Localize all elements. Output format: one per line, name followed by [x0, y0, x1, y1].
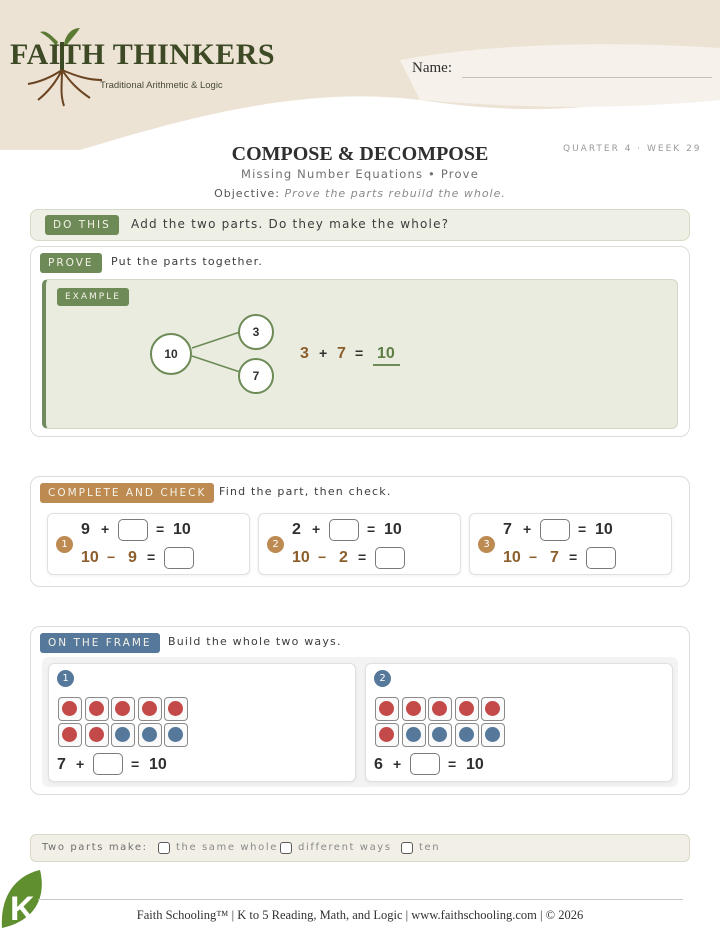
bond-whole-circle: 10	[150, 333, 192, 375]
objective	[0, 187, 720, 200]
blue-counter	[168, 727, 183, 742]
option-ten: ten	[419, 842, 441, 853]
example-equals: =	[355, 345, 364, 361]
ten-frame-cell	[455, 697, 479, 721]
red-counter	[485, 701, 500, 716]
red-counter	[379, 701, 394, 716]
checkbox-same-whole[interactable]	[158, 842, 170, 854]
do-this-text: Add the two parts. Do they make the whole?	[131, 217, 450, 231]
card-bottom-equals: =	[569, 549, 578, 565]
ten-frame-card	[48, 663, 356, 782]
summary-label: Two parts make:	[42, 842, 148, 853]
example-answer: 10	[377, 345, 395, 362]
frame-number-badge: 2	[374, 670, 391, 687]
card-top-part: 9	[81, 521, 90, 538]
card-top-equals: =	[578, 521, 587, 537]
card-number-badge: 2	[267, 536, 284, 553]
red-counter	[432, 701, 447, 716]
check-answer-box[interactable]	[375, 547, 405, 569]
svg-text:K: K	[10, 890, 35, 928]
card-bottom-minus: −	[318, 549, 327, 565]
blue-counter	[142, 727, 157, 742]
frame-part: 6	[374, 756, 383, 773]
red-counter	[379, 727, 394, 742]
on-frame-text: Build the whole two ways.	[168, 635, 342, 648]
ten-frame-cell	[58, 723, 82, 747]
card-bottom-part: 7	[550, 549, 559, 566]
name-label: Name:	[412, 60, 452, 76]
missing-part-box[interactable]	[540, 519, 570, 541]
frame-plus: +	[393, 756, 402, 772]
ten-frame-cell	[375, 697, 399, 721]
blue-counter	[406, 727, 421, 742]
ten-frame-cell	[455, 723, 479, 747]
card-number-badge: 3	[478, 536, 495, 553]
footer-divider	[38, 899, 683, 900]
check-card	[469, 513, 672, 575]
name-write-line[interactable]	[462, 77, 712, 78]
on-frame-tag: ON THE FRAME	[40, 633, 160, 653]
check-card	[47, 513, 250, 575]
check-answer-box[interactable]	[164, 547, 194, 569]
bond-part-a-circle: 3	[238, 314, 274, 350]
card-top-part: 2	[292, 521, 301, 538]
frame-equals: =	[448, 756, 457, 772]
brand-title: FAITH THINKERS	[10, 38, 276, 71]
card-bottom-part: 9	[128, 549, 137, 566]
ten-frame-cell	[164, 697, 188, 721]
card-bottom-equals: =	[147, 549, 156, 565]
frame-whole: 10	[466, 756, 484, 773]
red-counter	[89, 701, 104, 716]
ten-frame-cell	[402, 697, 426, 721]
card-bottom-minus: −	[107, 549, 116, 565]
ten-frame-cell	[138, 723, 162, 747]
bond-part-b-circle: 7	[238, 358, 274, 394]
frame-whole: 10	[149, 756, 167, 773]
checkbox-ten[interactable]	[401, 842, 413, 854]
ten-frame-cell	[428, 723, 452, 747]
card-top-part: 7	[503, 521, 512, 538]
card-top-plus: +	[523, 521, 532, 537]
red-counter	[406, 701, 421, 716]
red-counter	[89, 727, 104, 742]
ten-frame-cell	[428, 697, 452, 721]
frame-part: 7	[57, 756, 66, 773]
option-same-whole: the same whole	[176, 842, 278, 853]
missing-part-box[interactable]	[118, 519, 148, 541]
example-plus: +	[319, 345, 328, 361]
card-bottom-whole: 10	[503, 549, 521, 566]
brand-tagline: Traditional Arithmetic & Logic	[100, 80, 223, 91]
frame-missing-box[interactable]	[93, 753, 123, 775]
complete-check-tag: COMPLETE AND CHECK	[40, 483, 214, 503]
frame-equals: =	[131, 756, 140, 772]
worksheet-title: COMPOSE & DECOMPOSE	[231, 143, 489, 165]
example-tag: EXAMPLE	[57, 288, 129, 306]
card-top-plus: +	[312, 521, 321, 537]
worksheet-subtitle: Missing Number Equations • Prove	[241, 167, 479, 181]
blue-counter	[432, 727, 447, 742]
ten-frame-cell	[111, 697, 135, 721]
red-counter	[459, 701, 474, 716]
check-card	[258, 513, 461, 575]
ten-frame-cell	[58, 697, 82, 721]
do-this-tag: DO THIS	[45, 215, 119, 235]
do-this-bar	[30, 209, 690, 241]
quarter-week-label: QUARTER 4 · WEEK 29	[563, 144, 702, 154]
example-part-b: 7	[337, 345, 346, 362]
prove-tag: PROVE	[40, 253, 102, 273]
card-top-whole: 10	[384, 521, 402, 538]
ten-frame-cell	[375, 723, 399, 747]
frame-plus: +	[76, 756, 85, 772]
ten-frame-cell	[111, 723, 135, 747]
card-bottom-equals: =	[358, 549, 367, 565]
objective-text: Prove the parts rebuild the whole.	[284, 187, 506, 200]
ten-frame-cell	[85, 697, 109, 721]
ten-frame-cell	[85, 723, 109, 747]
card-bottom-minus: −	[529, 549, 538, 565]
frame-missing-box[interactable]	[410, 753, 440, 775]
prove-text: Put the parts together.	[111, 255, 264, 268]
frame-number-badge: 1	[57, 670, 74, 687]
missing-part-box[interactable]	[329, 519, 359, 541]
ten-frame-cell	[481, 697, 505, 721]
card-top-plus: +	[101, 521, 110, 537]
card-bottom-part: 2	[339, 549, 348, 566]
card-top-whole: 10	[173, 521, 191, 538]
footer-text: Faith Schooling™ | K to 5 Reading, Math, and Logic | www.faithschooling.com | © 2026	[136, 908, 584, 922]
summary-bar	[30, 834, 690, 862]
card-number-badge: 1	[56, 536, 73, 553]
answer-underline	[373, 364, 400, 366]
checkbox-different-ways[interactable]	[280, 842, 292, 854]
objective-label: Objective:	[214, 187, 280, 200]
red-counter	[115, 701, 130, 716]
card-bottom-whole: 10	[292, 549, 310, 566]
option-different-ways: different ways	[298, 842, 392, 853]
ten-frame-cell	[402, 723, 426, 747]
card-bottom-whole: 10	[81, 549, 99, 566]
red-counter	[62, 727, 77, 742]
blue-counter	[485, 727, 500, 742]
card-top-whole: 10	[595, 521, 613, 538]
ten-frame-card	[365, 663, 673, 782]
card-top-equals: =	[367, 521, 376, 537]
check-answer-box[interactable]	[586, 547, 616, 569]
blue-counter	[115, 727, 130, 742]
red-counter	[142, 701, 157, 716]
example-part-a: 3	[300, 345, 309, 362]
red-counter	[168, 701, 183, 716]
ten-frame-cell	[481, 723, 505, 747]
red-counter	[62, 701, 77, 716]
blue-counter	[459, 727, 474, 742]
ten-frame-cell	[164, 723, 188, 747]
complete-check-text: Find the part, then check.	[219, 485, 392, 498]
ten-frame-cell	[138, 697, 162, 721]
card-top-equals: =	[156, 521, 165, 537]
